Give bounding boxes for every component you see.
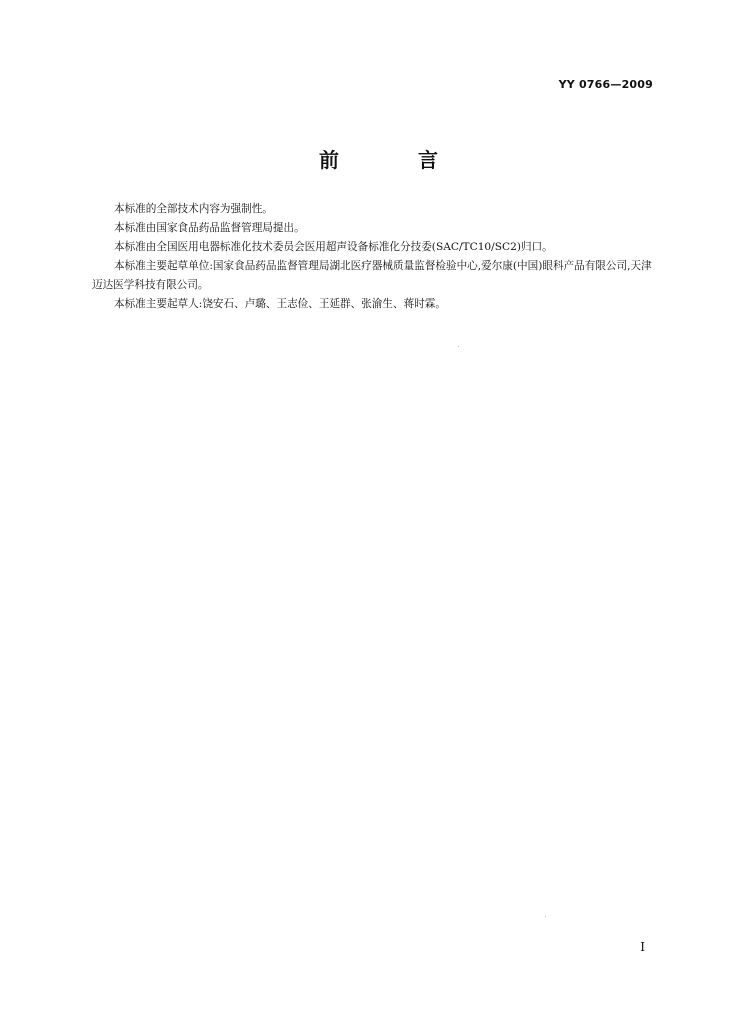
paragraph-drafting-units: 本标准主要起草单位:国家食品药品监督管理局湖北医疗器械质量监督检验中心,爱尔康(中国)眼科产品有限公司,天津迈达医学科技有限公司。 [92, 260, 652, 291]
foreword-body [92, 200, 658, 314]
paragraph-drafters: 本标准主要起草人:饶安石、卢璐、王志俭、王延群、张渝生、蒋时霖。 [114, 298, 446, 310]
page-number: I [640, 940, 645, 954]
standard-code: YY 0766—2009 [558, 78, 653, 91]
paragraph-mandatory: 本标准的全部技术内容为强制性。 [114, 203, 273, 215]
page-title: 前 言 [319, 148, 474, 172]
paragraph-proposed-by: 本标准由国家食品药品监督管理局提出。 [114, 222, 305, 234]
paragraph-centralized-by: 本标准由全国医用电器标准化技术委员会医用超声设备标准化分技委(SAC/TC10/SC2)归口。 [114, 241, 553, 253]
scan-speck [458, 346, 459, 347]
scan-speck [545, 916, 546, 917]
